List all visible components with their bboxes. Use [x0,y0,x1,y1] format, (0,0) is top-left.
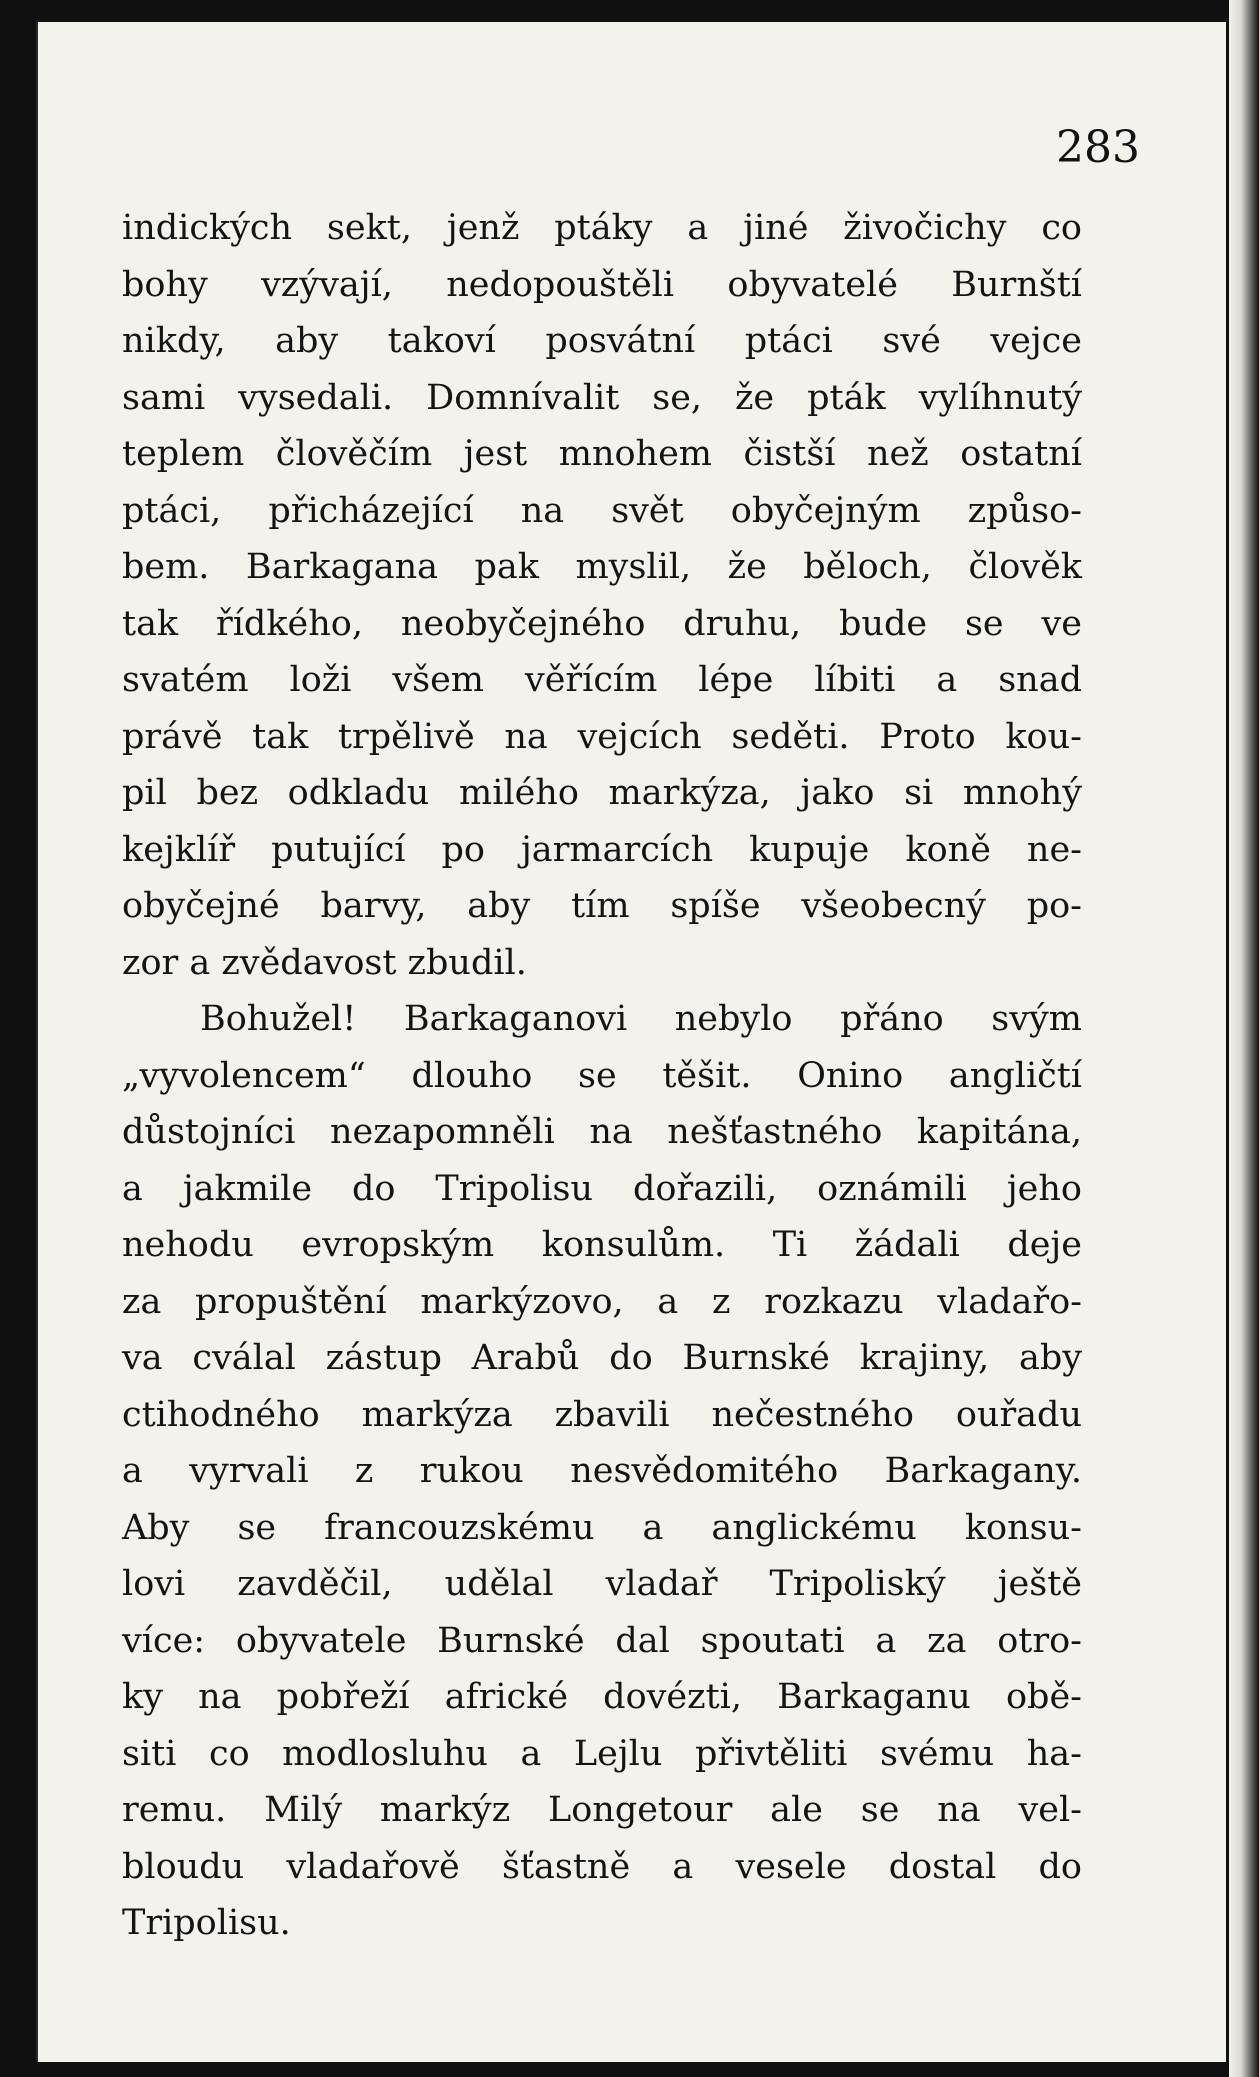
text-line: siti co modlosluhu a Lejlu přivtěliti svému ha- [122,1733,1082,1774]
text-line: zor a zvědavost zbudil. [122,942,527,983]
text-line: ctihodného markýza zbavili nečestného ouřadu [122,1394,1082,1435]
text-line: kejklíř putující po jarmarcích kupuje koně ne- [122,829,1082,870]
text-line: teplem člověčím jest mnohem čistší než ostatní [122,434,1082,474]
text-line: „vyvolencem“ dlouho se těšit. Onino angličtí [122,1055,1082,1096]
text-line: pil bez odkladu milého markýza, jako si mnohý [122,773,1082,813]
text-line: bloudu vladařově šťastně a vesele dostal do [122,1846,1082,1887]
text-line: důstojníci nezapomněli na nešťastného kapitána, [122,1112,1082,1152]
text-line: nikdy, aby takoví posvátní ptáci své vejce [122,321,1082,361]
text-line: ptáci, přicházející na svět obyčejným způso- [122,490,1082,531]
text-line: právě tak trpělivě na vejcích seděti. Proto kou- [122,716,1082,757]
paper-sheet [36,22,1226,2062]
text-line: svatém loži všem věřícím lépe líbiti a snad [122,660,1082,700]
text-line: tak řídkého, neobyčejného druhu, bude se ve [122,603,1082,644]
text-line: obyčejné barvy, aby tím spíše všeobecný po- [122,886,1082,926]
paragraph-2 [122,991,1082,1952]
text-line: bem. Barkagana pak myslil, že běloch, člověk [122,547,1082,587]
text-line: va cválal zástup Arabů do Burnské krajiny, aby [122,1338,1082,1378]
text-line: sami vysedali. Domnívalit se, že pták vylíhnutý [122,377,1082,418]
text-line: Bohužel! Barkaganovi nebylo přáno svým [200,999,1082,1039]
text-line: za propuštění markýzovo, a z rozkazu vladařo- [122,1281,1082,1322]
text-line: více: obyvatele Burnské dal spoutati a za otro- [122,1620,1082,1661]
text-line: lovi zavděčil, udělal vladař Tripoliský ještě [122,1564,1082,1604]
text-line: ky na pobřeží africké dovézti, Barkaganu obě- [122,1677,1082,1717]
text-line: Tripolisu. [122,1903,291,1943]
page-number: 283 [1056,122,1140,173]
text-line: a jakmile do Tripolisu dořazili, oznámili jeho [122,1168,1082,1209]
text-line: remu. Milý markýz Longetour ale se na vel- [122,1790,1082,1830]
text-line: Aby se francouzskému a anglickému konsu- [122,1507,1082,1548]
text-line: nehodu evropským konsulům. Ti žádali deje [122,1225,1082,1265]
text-line: a vyrvali z rukou nesvědomitého Barkagany. [122,1451,1082,1491]
text-line: indických sekt, jenž ptáky a jiné živočichy co [122,208,1082,248]
text-line: bohy vzývají, nedopouštěli obyvatelé Burnští [122,264,1082,305]
paragraph-1 [122,200,1082,991]
page-edge-shadow [1229,0,1259,2077]
body-text [122,200,1082,1952]
